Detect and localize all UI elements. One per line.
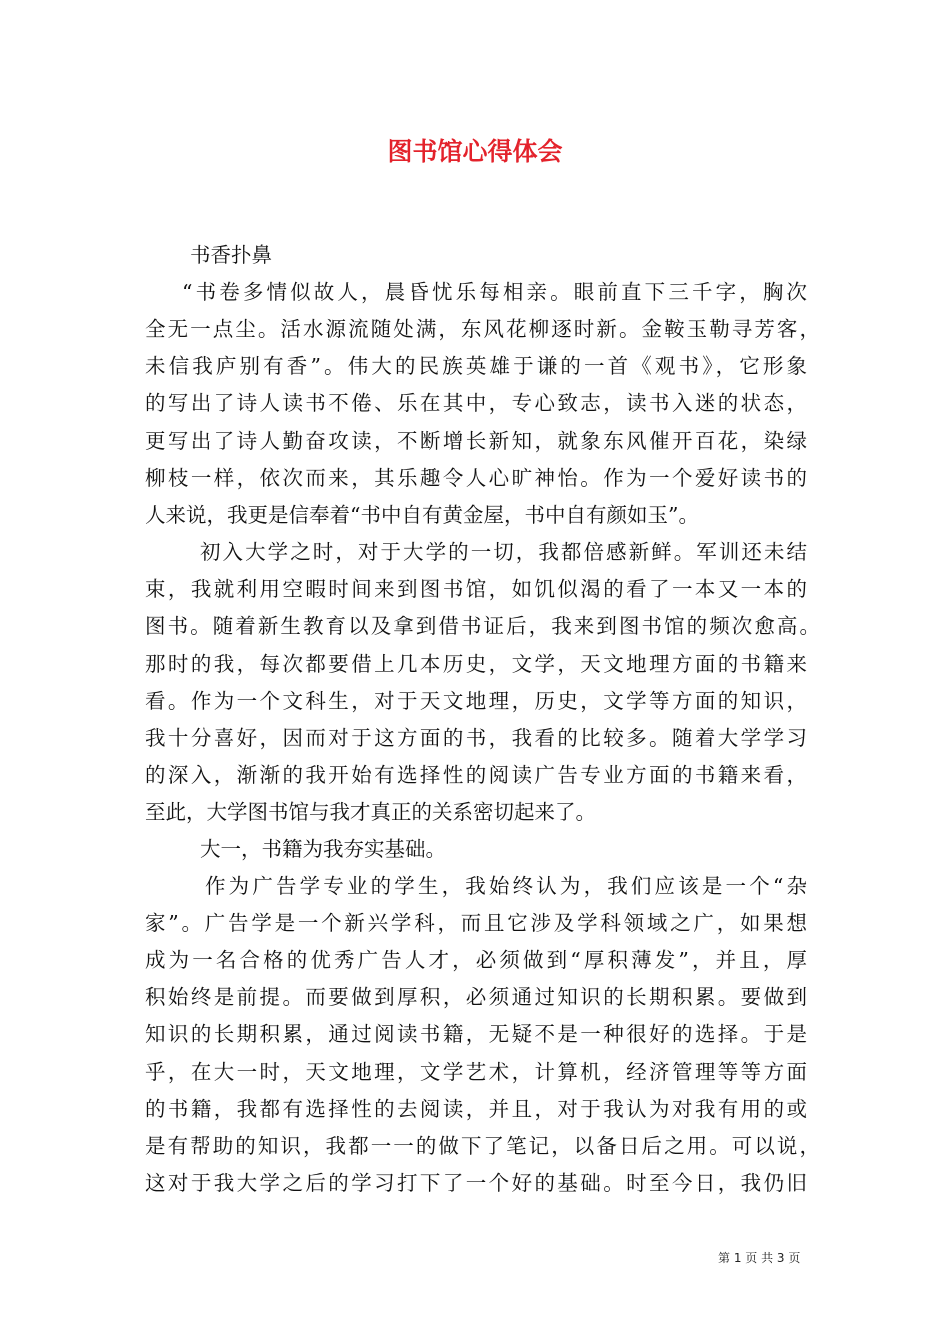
text-line: 成为一名合格的优秀广告人才，必须做到“厚积薄发”，并且，厚 xyxy=(145,948,807,972)
text-line: 看。作为一个文科生，对于天文地理，历史，文学等方面的知识， xyxy=(145,689,807,713)
text-line: 至此，大学图书馆与我才真正的关系密切起来了。 xyxy=(145,800,596,824)
text-line: 的书籍，我都有选择性的去阅读，并且，对于我认为对我有用的或 xyxy=(145,1097,807,1121)
text-line: 的深入，渐渐的我开始有选择性的阅读广告专业方面的书籍来看， xyxy=(145,763,807,787)
text-line: 作为广告学专业的学生，我始终认为，我们应该是一个“杂 xyxy=(205,874,807,898)
text-line: 我十分喜好，因而对于这方面的书，我看的比较多。随着大学学习 xyxy=(145,726,807,750)
text-line: 束，我就利用空暇时间来到图书馆，如饥似渴的看了一本又一本的 xyxy=(145,577,807,601)
section-heading: 大一，书籍为我夯实基础。 xyxy=(200,837,446,861)
text-line: 的写出了诗人读书不倦、乐在其中，专心致志，读书入迷的状态， xyxy=(145,391,807,415)
text-line: 初入大学之时，对于大学的一切，我都倍感新鲜。军训还未结 xyxy=(200,540,807,564)
text-line: 未信我庐别有香”。伟大的民族英雄于谦的一首《观书》，它形象 xyxy=(145,354,807,378)
text-line: 积始终是前提。而要做到厚积，必须通过知识的长期积累。要做到 xyxy=(145,985,807,1009)
text-line: 人来说，我更是信奉着“书中自有黄金屋，书中自有颜如玉”。 xyxy=(145,503,699,527)
text-line: 家”。广告学是一个新兴学科，而且它涉及学科领域之广，如果想 xyxy=(145,911,807,935)
text-line: 是有帮助的知识，我都一一的做下了笔记，以备日后之用。可以说， xyxy=(145,1134,820,1158)
text-line: 乎，在大一时，天文地理，文学艺术，计算机，经济管理等等方面 xyxy=(145,1060,807,1084)
text-line: 知识的长期积累，通过阅读书籍，无疑不是一种很好的选择。于是 xyxy=(145,1022,807,1046)
text-line: 图书。随着新生教育以及拿到借书证后，我来到图书馆的频次愈高。 xyxy=(145,614,820,638)
text-line: “书卷多情似故人，晨昏忧乐每相亲。眼前直下三千字，胸次 xyxy=(182,280,807,304)
text-line: 那时的我，每次都要借上几本历史，文学，天文地理方面的书籍来 xyxy=(145,652,807,676)
text-line: 全无一点尘。活水源流随处满，东风花柳逐时新。金鞍玉勒寻芳客， xyxy=(145,317,820,341)
text-line: 柳枝一样，依次而来，其乐趣令人心旷神怡。作为一个爱好读书的 xyxy=(145,466,807,490)
section-heading: 书香扑鼻 xyxy=(190,243,272,267)
document-title: 图书馆心得体会 xyxy=(387,137,563,166)
page-number: 第 1 页 共 3 页 xyxy=(718,1251,801,1265)
text-line: 这对于我大学之后的学习打下了一个好的基础。时至今日，我仍旧 xyxy=(145,1171,807,1195)
text-line: 更写出了诗人勤奋攻读，不断增长新知，就象东风催开百花，染绿 xyxy=(145,429,807,453)
